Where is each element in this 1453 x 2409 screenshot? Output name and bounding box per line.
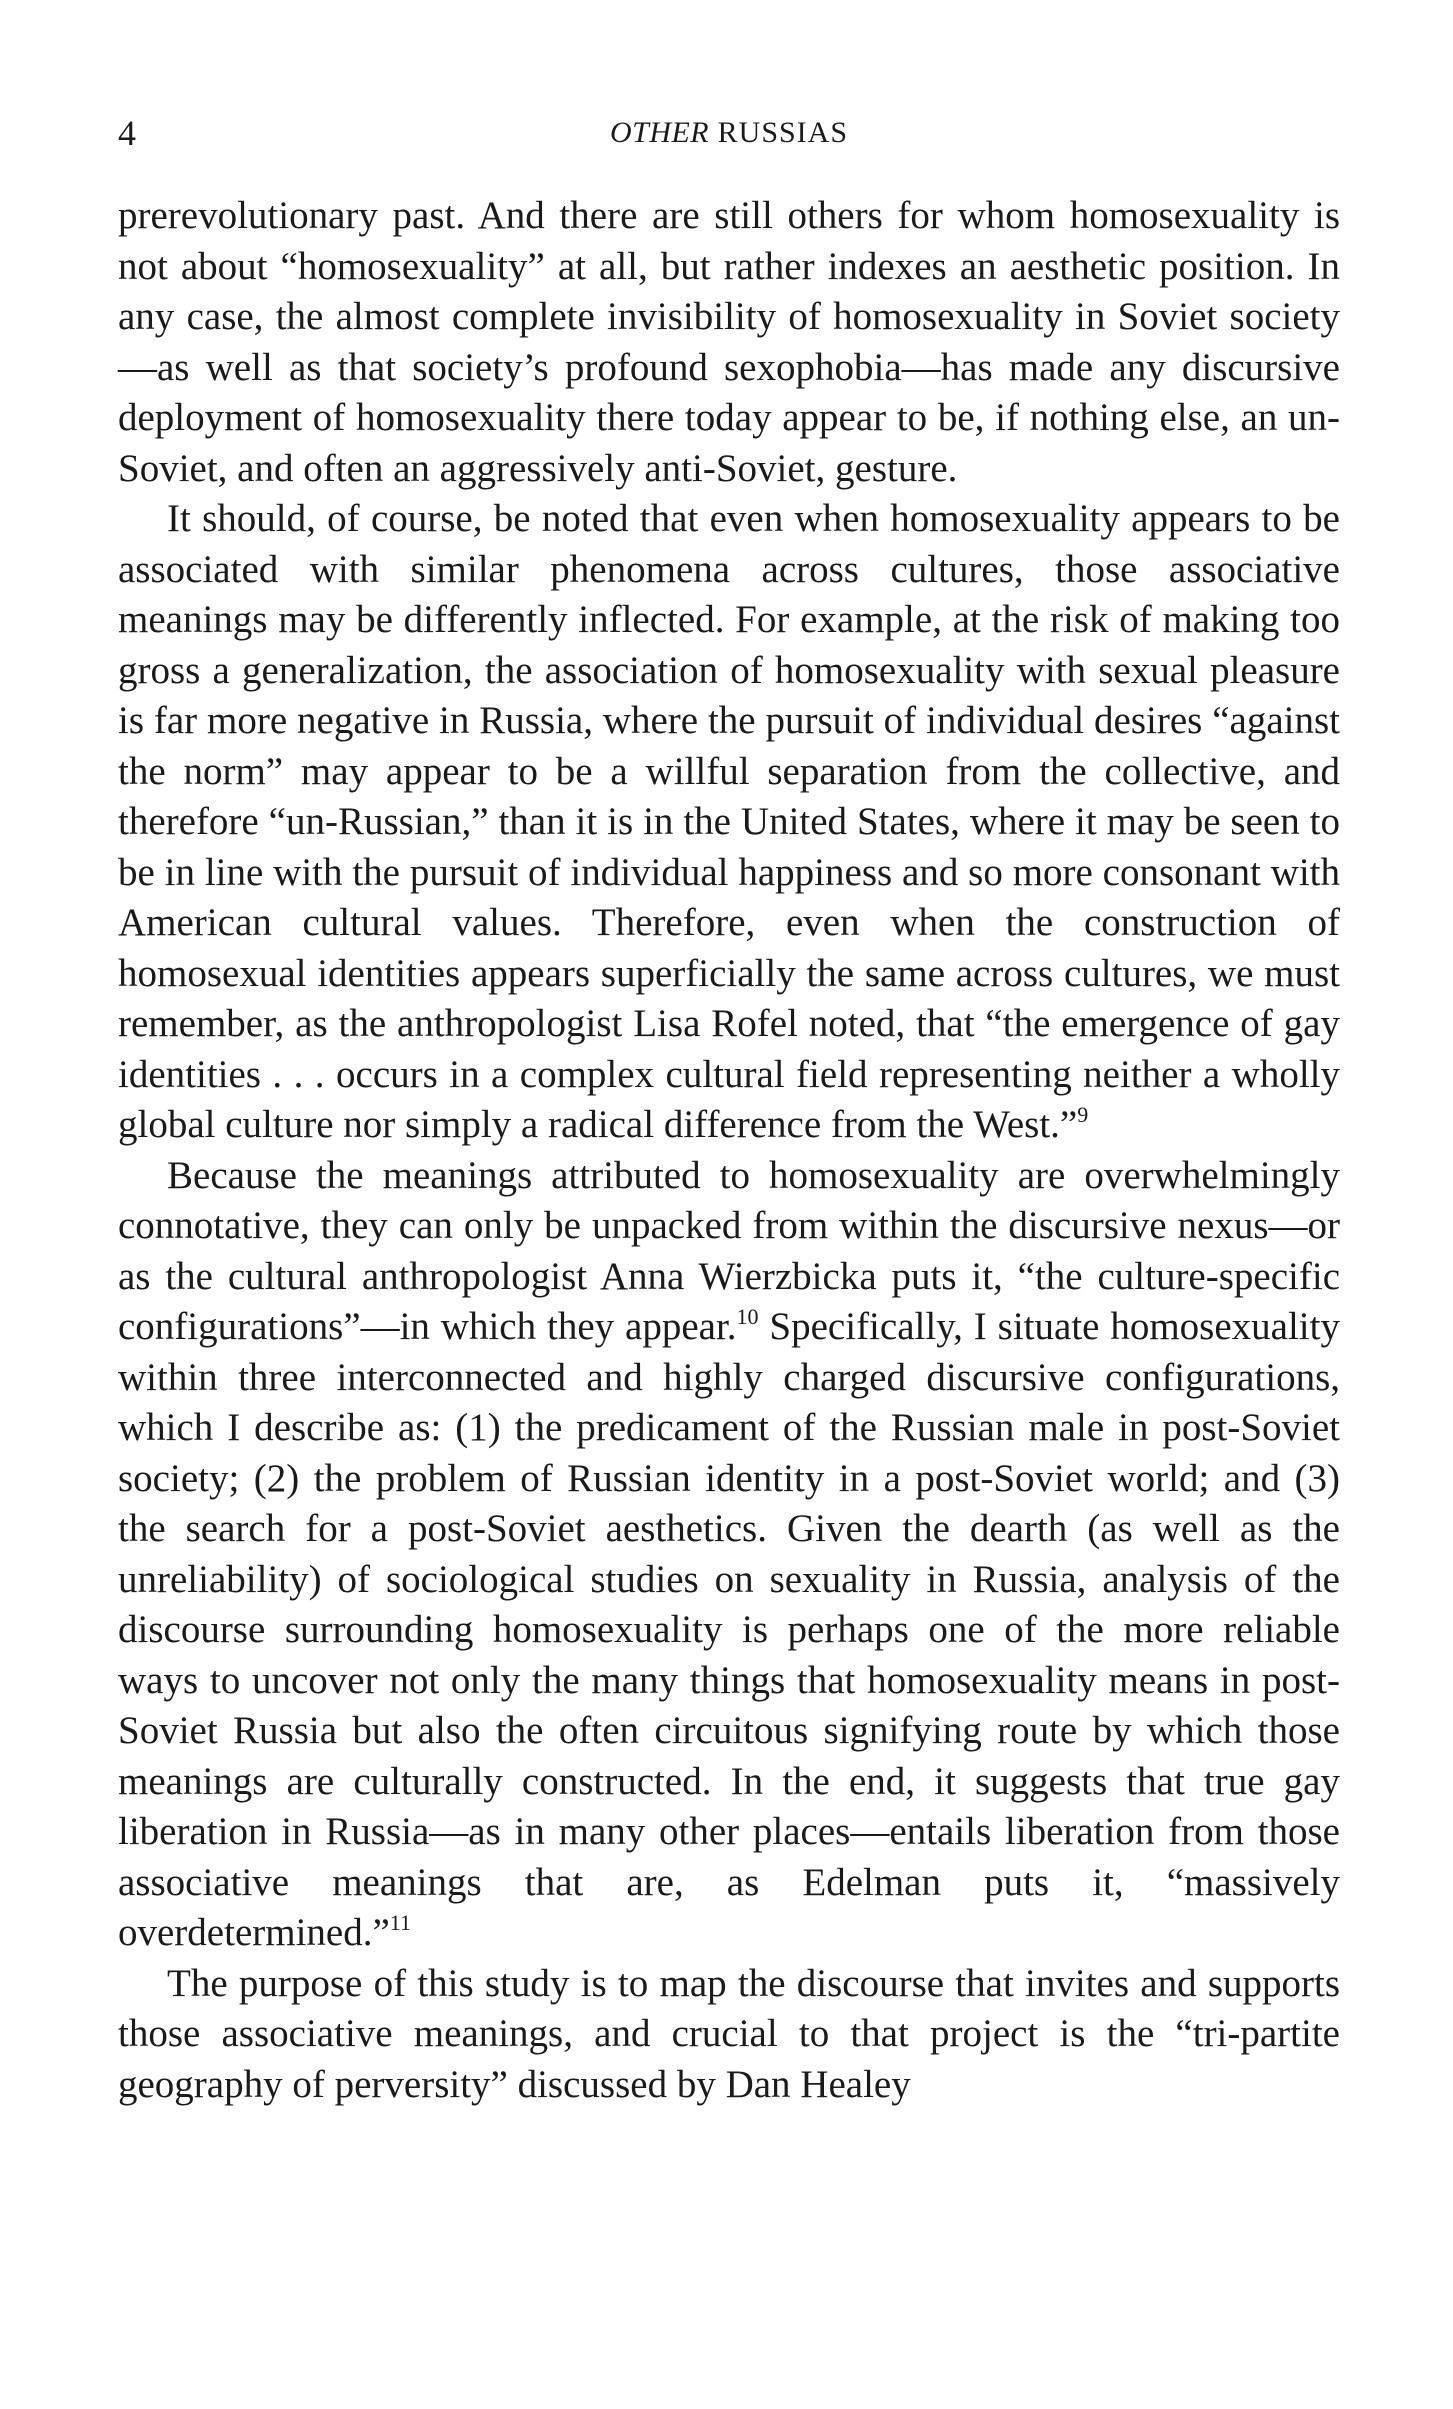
paragraph-text: Because the meanings attributed to homosexuality are overwhelmingly connotative, they can only be unpacked from within the discursive nexus—or as the cultural anthropologist Anna Wierzbicka puts it, “the culture-specific configurations”—in which they appear. xyxy=(118,1153,1340,1348)
footnote-ref-11: 11 xyxy=(389,1910,411,1935)
running-title-rest: RUSSIAS xyxy=(717,116,849,149)
paragraph-2 xyxy=(118,494,1340,1151)
page-number: 4 xyxy=(118,113,136,153)
body-text xyxy=(118,191,1340,2110)
running-head xyxy=(118,108,1340,158)
paragraph-text: prerevolutionary past. And there are still others for whom homosexuality is not about “homosexuality” at all, but rather indexes an aesthetic position. In any case, the almost complete invisibility of homosexuality in Soviet society—as well as that society’s profound sexophobia—has made any discursive deployment of homosexuality there today appear to be, if nothing else, an un-Soviet, and often an aggressively anti-Soviet, gesture. xyxy=(118,194,1340,490)
footnote-ref-9: 9 xyxy=(1077,1102,1089,1127)
paragraph-text: The purpose of this study is to map the discourse that invites and supports those associative meanings, and crucial to that project is the “tri-partite geography of perversity” discussed by Dan Healey xyxy=(118,1961,1340,2106)
paragraph-3 xyxy=(118,1151,1340,1959)
paragraph-text: It should, of course, be noted that even when homosexuality appears to be associated with similar phenomena across cultures, those associative meanings may be differently inflected. For example, at the risk of making too gross a generalization, the association of homosexuality with sexual pleasure is far more negative in Russia, where the pursuit of individual desires “against the norm” may appear to be a willful separation from the collective, and therefore “un-Russian,” than it is in the United States, where it may be seen to be in line with the pursuit of individual happiness and so more consonant with American cultural values. Therefore, even when the construction of homosexual identities appears superficially the same across cultures, we must remember, as the anthropologist Lisa Rofel noted, that “the emergence of gay identities . . . occurs in a complex cultural field representing neither a wholly global culture nor simply a radical difference from the West.” xyxy=(118,497,1340,1146)
paragraph-4 xyxy=(118,1959,1340,2111)
footnote-ref-10: 10 xyxy=(736,1304,759,1329)
running-title-italic: OTHER xyxy=(609,116,710,149)
paragraph-text-continued: Specifically, I situate homosexuality within three interconnected and highly charged discursive configurations, which I describe as: (1) the predicament of the Russian male in post-Soviet society; (2) the problem of Russian identity in a post-Soviet world; and (3) the search for a post-Soviet aesthetics. Given the dearth (as well as the unreliability) of sociological studies on sexuality in Russia, analysis of the discourse surrounding homosexuality is perhaps one of the more reliable ways to uncover not only the many things that homosexuality means in post-Soviet Russia but also the often circuitous signifying route by which those meanings are culturally constructed. In the end, it suggests that true gay liberation in Russia—as in many other places—entails liberation from those associative meanings that are, as Edelman puts it, “massively overdetermined.” xyxy=(118,1305,1340,1954)
running-title xyxy=(118,108,1340,158)
paragraph-1 xyxy=(118,191,1340,494)
